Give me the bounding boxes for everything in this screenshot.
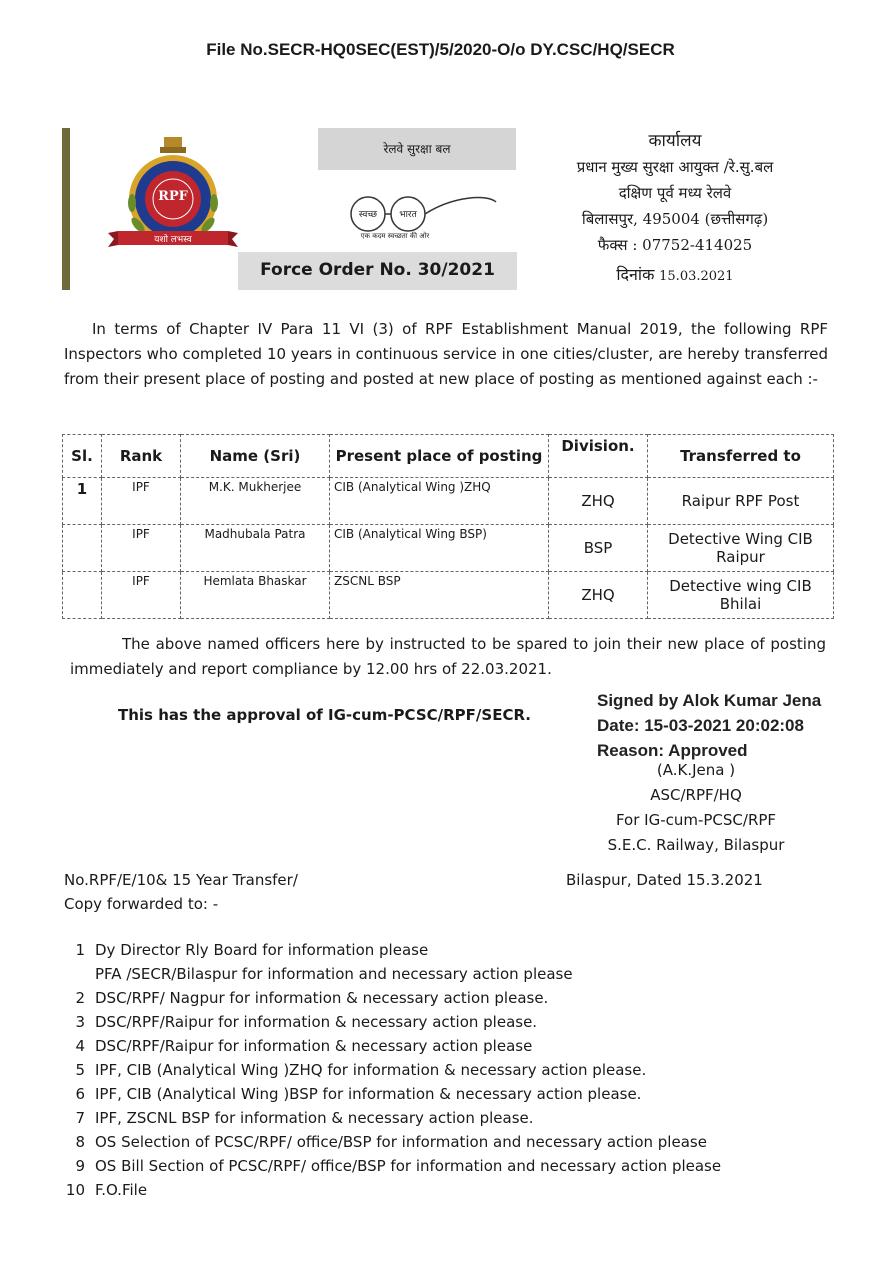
transferred-line-2: Raipur xyxy=(716,548,765,566)
copy-forwarded-heading: Copy forwarded to: - xyxy=(64,895,219,913)
swachh-tagline: एक कदम स्वच्छता की ओर xyxy=(360,232,430,240)
cell-division: ZHQ xyxy=(549,478,648,525)
cell-division: BSP xyxy=(549,525,648,572)
signature-reason: Reason: Approved xyxy=(597,741,748,760)
swachh-left-text: स्वच्छ xyxy=(358,210,378,220)
date-value: 15.03.2021 xyxy=(659,269,734,284)
cell-sl: 1 xyxy=(63,478,102,525)
signatory-railway: S.E.C. Railway, Bilaspur xyxy=(607,836,785,854)
signatory-name: (A.K.Jena ) xyxy=(656,761,736,779)
col-header-sl: Sl. xyxy=(63,435,102,478)
col-header-name: Name (Sri) xyxy=(181,435,330,478)
table-row xyxy=(63,478,834,525)
logo-ring-text: RPF xyxy=(158,189,188,204)
list-item: 2 DSC/RPF/ Nagpur for information & necessary action please. xyxy=(75,989,549,1007)
header-accent-bar xyxy=(62,128,70,290)
office-line-4: बिलासपुर, 495004 (छत्तीसगढ़) xyxy=(581,210,769,228)
cell-division: ZHQ xyxy=(549,572,648,619)
cell-present: CIB (Analytical Wing BSP) xyxy=(330,525,549,572)
table-row xyxy=(63,525,834,572)
cell-present: ZSCNL BSP xyxy=(330,572,549,619)
list-item: 4 DSC/RPF/Raipur for information & necessary action please xyxy=(75,1037,533,1055)
col-header-division: Division. xyxy=(549,435,648,478)
intro-paragraph: In terms of Chapter IV Para 11 VI (3) of RPF Establishment Manual 2019, the following RPF Inspectors who completed 10 years in continuous service in one cities/cluster, are hereby transferred from their present place of posting and posted at new place of posting as mentioned against each :- xyxy=(64,320,828,388)
list-item: 1 Dy Director Rly Board for information please xyxy=(75,941,429,959)
signatory-for: For IG-cum-PCSC/RPF xyxy=(615,811,777,829)
list-item: 7 IPF, ZSCNL BSP for information & necessary action please. xyxy=(75,1109,534,1127)
cell-rank: IPF xyxy=(102,478,181,525)
reference-number: No.RPF/E/10& 15 Year Transfer/ xyxy=(64,871,298,889)
list-item: 10 F.O.File xyxy=(65,1181,148,1199)
col-header-rank: Rank xyxy=(102,435,181,478)
cell-rank: IPF xyxy=(102,525,181,572)
signatory-block xyxy=(596,758,796,858)
signatory-designation: ASC/RPF/HQ xyxy=(650,786,742,804)
cell-transferred xyxy=(648,525,834,572)
table-header-row xyxy=(63,435,834,478)
transferred-line-2: Bhilai xyxy=(719,595,762,613)
col-header-present: Present place of posting xyxy=(330,435,549,478)
list-item: 5 IPF, CIB (Analytical Wing )ZHQ for information & necessary action please. xyxy=(75,1061,647,1079)
col-header-transferred: Transferred to xyxy=(648,435,834,478)
office-fax: फैक्स : 07752-414025 xyxy=(597,236,753,254)
cell-transferred xyxy=(648,478,834,525)
cell-sl xyxy=(63,572,102,619)
signature-date: Date: 15-03-2021 20:02:08 xyxy=(597,716,804,735)
logo-motto: यशो लभस्व xyxy=(154,235,192,245)
date-label: दिनांक xyxy=(616,265,655,284)
office-address xyxy=(545,128,805,290)
transfer-table xyxy=(62,434,834,619)
list-item: 3 DSC/RPF/Raipur for information & necessary action please. xyxy=(75,1013,538,1031)
list-item: 9 OS Bill Section of PCSC/RPF/ office/BSP for information and necessary action please xyxy=(75,1157,722,1175)
swachh-right-text: भारत xyxy=(399,210,417,220)
transferred-line-1: Detective Wing CIB xyxy=(668,530,813,548)
transferred-line-1: Detective wing CIB xyxy=(669,577,812,595)
approval-note: This has the approval of IG-cum-PCSC/RPF/SECR. xyxy=(118,706,531,724)
force-order-number: Force Order No. 30/2021 xyxy=(260,260,495,280)
cell-rank: IPF xyxy=(102,572,181,619)
list-item: 8 OS Selection of PCSC/RPF/ office/BSP for information and necessary action please xyxy=(75,1133,707,1151)
digital-signature xyxy=(597,688,821,763)
cell-name: Madhubala Patra xyxy=(181,525,330,572)
cell-transferred xyxy=(648,572,834,619)
hindi-title: रेलवे सुरक्षा बल xyxy=(383,142,451,156)
list-item: PFA /SECR/Bilaspur for information and necessary action please xyxy=(95,965,573,983)
cell-name: Hemlata Bhaskar xyxy=(181,572,330,619)
office-line-1: कार्यालय xyxy=(648,131,702,151)
instruction-paragraph: The above named officers here by instructed to be spared to join their new place of posting immediately and report compliance by 12.00 hrs of 22.03.2021. xyxy=(70,635,826,678)
list-item: 6 IPF, CIB (Analytical Wing )BSP for information & necessary action please. xyxy=(75,1085,642,1103)
cell-present: CIB (Analytical Wing )ZHQ xyxy=(330,478,549,525)
copy-list xyxy=(45,938,865,1202)
office-line-3: दक्षिण पूर्व मध्य रेलवे xyxy=(618,184,732,202)
cell-sl xyxy=(63,525,102,572)
place-date: Bilaspur, Dated 15.3.2021 xyxy=(566,871,763,889)
office-line-2: प्रधान मुख्य सुरक्षा आयुक्त /रे.सु.बल xyxy=(576,158,774,176)
office-date xyxy=(545,262,805,290)
signed-by: Signed by Alok Kumar Jena xyxy=(597,691,822,710)
transferred-line-1: Raipur RPF Post xyxy=(681,492,800,510)
table-row xyxy=(63,572,834,619)
file-number: File No.SECR-HQ0SEC(EST)/5/2020-O/o DY.CSC/HQ/SECR xyxy=(206,40,675,59)
cell-name: M.K. Mukherjee xyxy=(181,478,330,525)
